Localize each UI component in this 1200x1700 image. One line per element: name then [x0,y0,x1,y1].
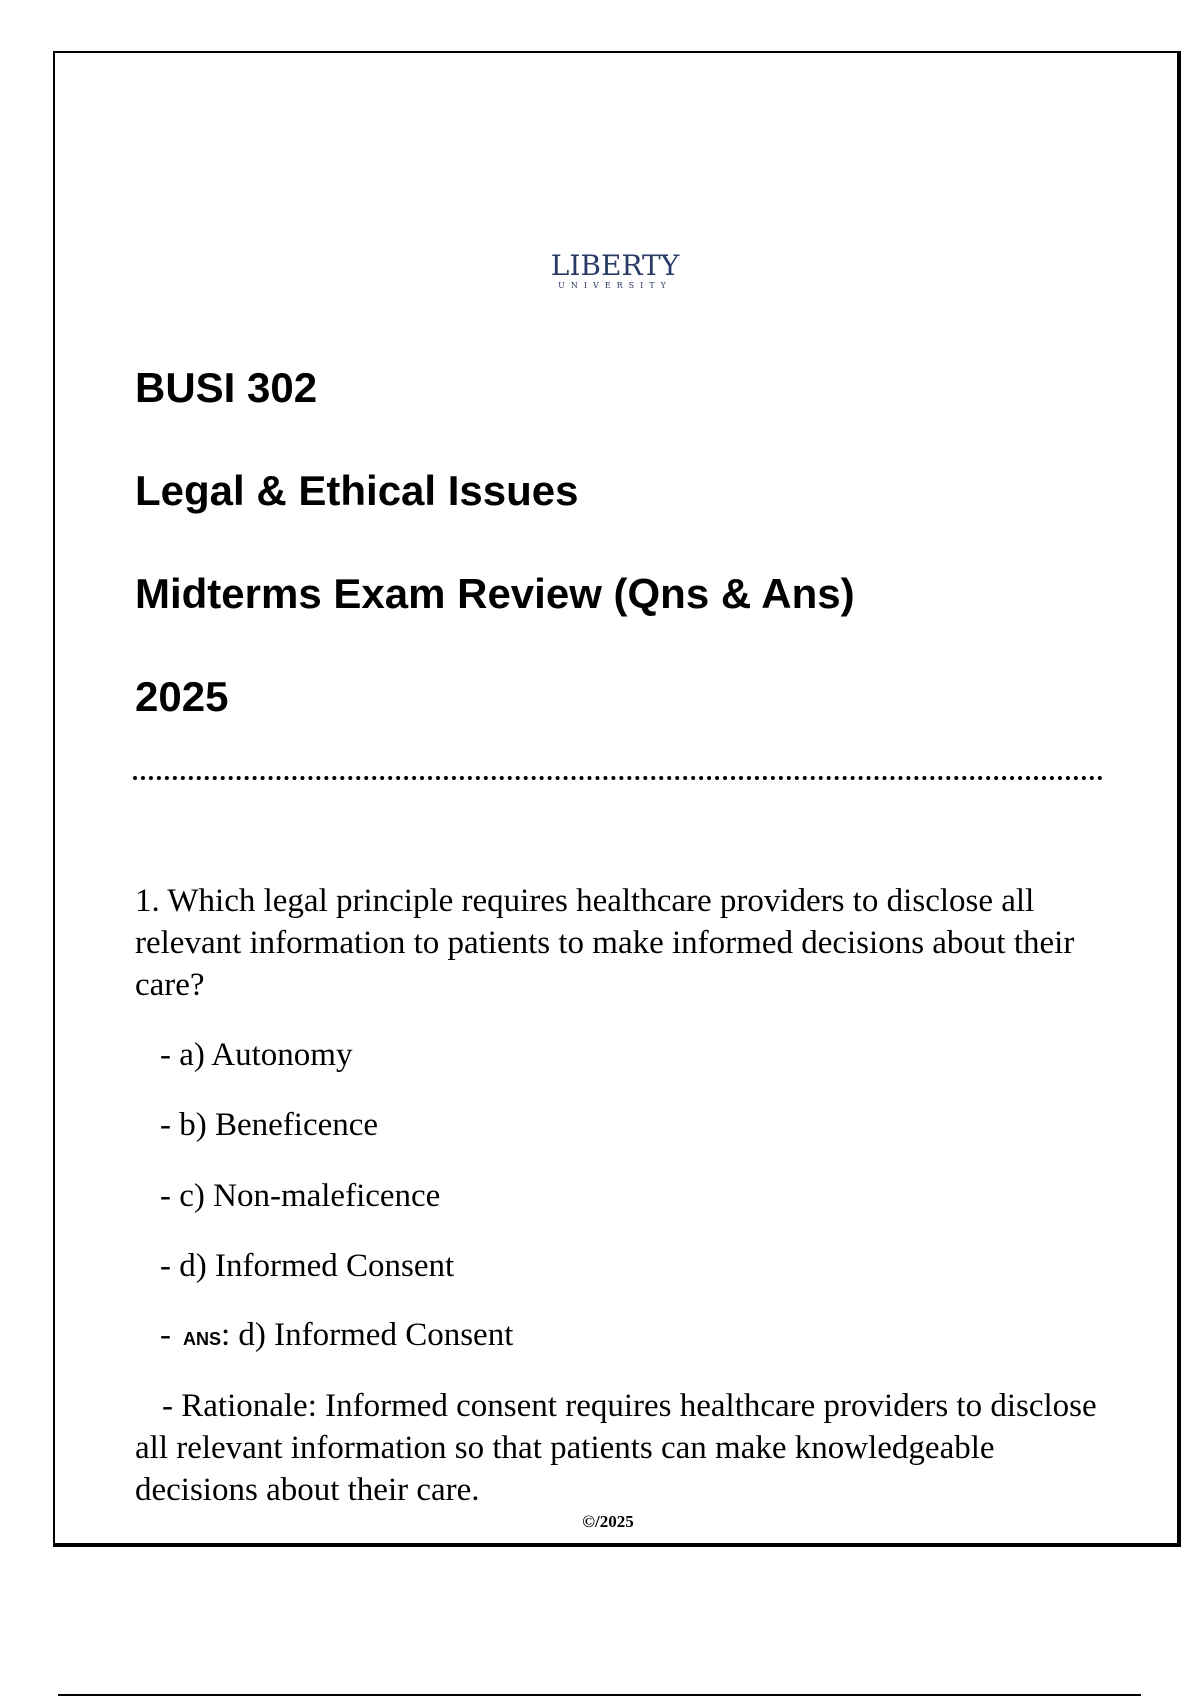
answer-label: ANS [183,1329,222,1349]
logo-wordmark: LIBERTY [550,249,680,282]
option-b: - b) Beneficence [160,1107,379,1143]
rationale-text: - Rationale: Informed consent requires healthcare providers to disclose all relevant information so that patients can make knowledgeable decisions about their care. [135,1388,1097,1508]
dotted-divider [133,776,1103,780]
copyright-text: ©/2025 [582,1512,634,1531]
document-year: 2025 [135,673,229,720]
option-d: - d) Informed Consent [160,1248,455,1284]
course-title: Legal & Ethical Issues [135,467,579,514]
document-title: Midterms Exam Review (Qns & Ans) [135,570,855,617]
bottom-rule [58,1694,1141,1696]
option-a: - a) Autonomy [160,1037,353,1073]
question-text: 1. Which legal principle requires healthcare providers to disclose all relevant information to patients to make informed decisions about their care? [135,883,1075,1003]
copyright-footer [0,1512,1200,1532]
university-logo [0,249,1200,293]
option-c: - c) Non-maleficence [160,1178,441,1214]
answer-text: : d) Informed Consent [221,1317,514,1353]
answer-line [160,1315,513,1359]
course-code: BUSI 302 [135,364,318,411]
logo-subtitle: UNIVERSITY [558,281,672,290]
answer-prefix: - [160,1317,171,1353]
